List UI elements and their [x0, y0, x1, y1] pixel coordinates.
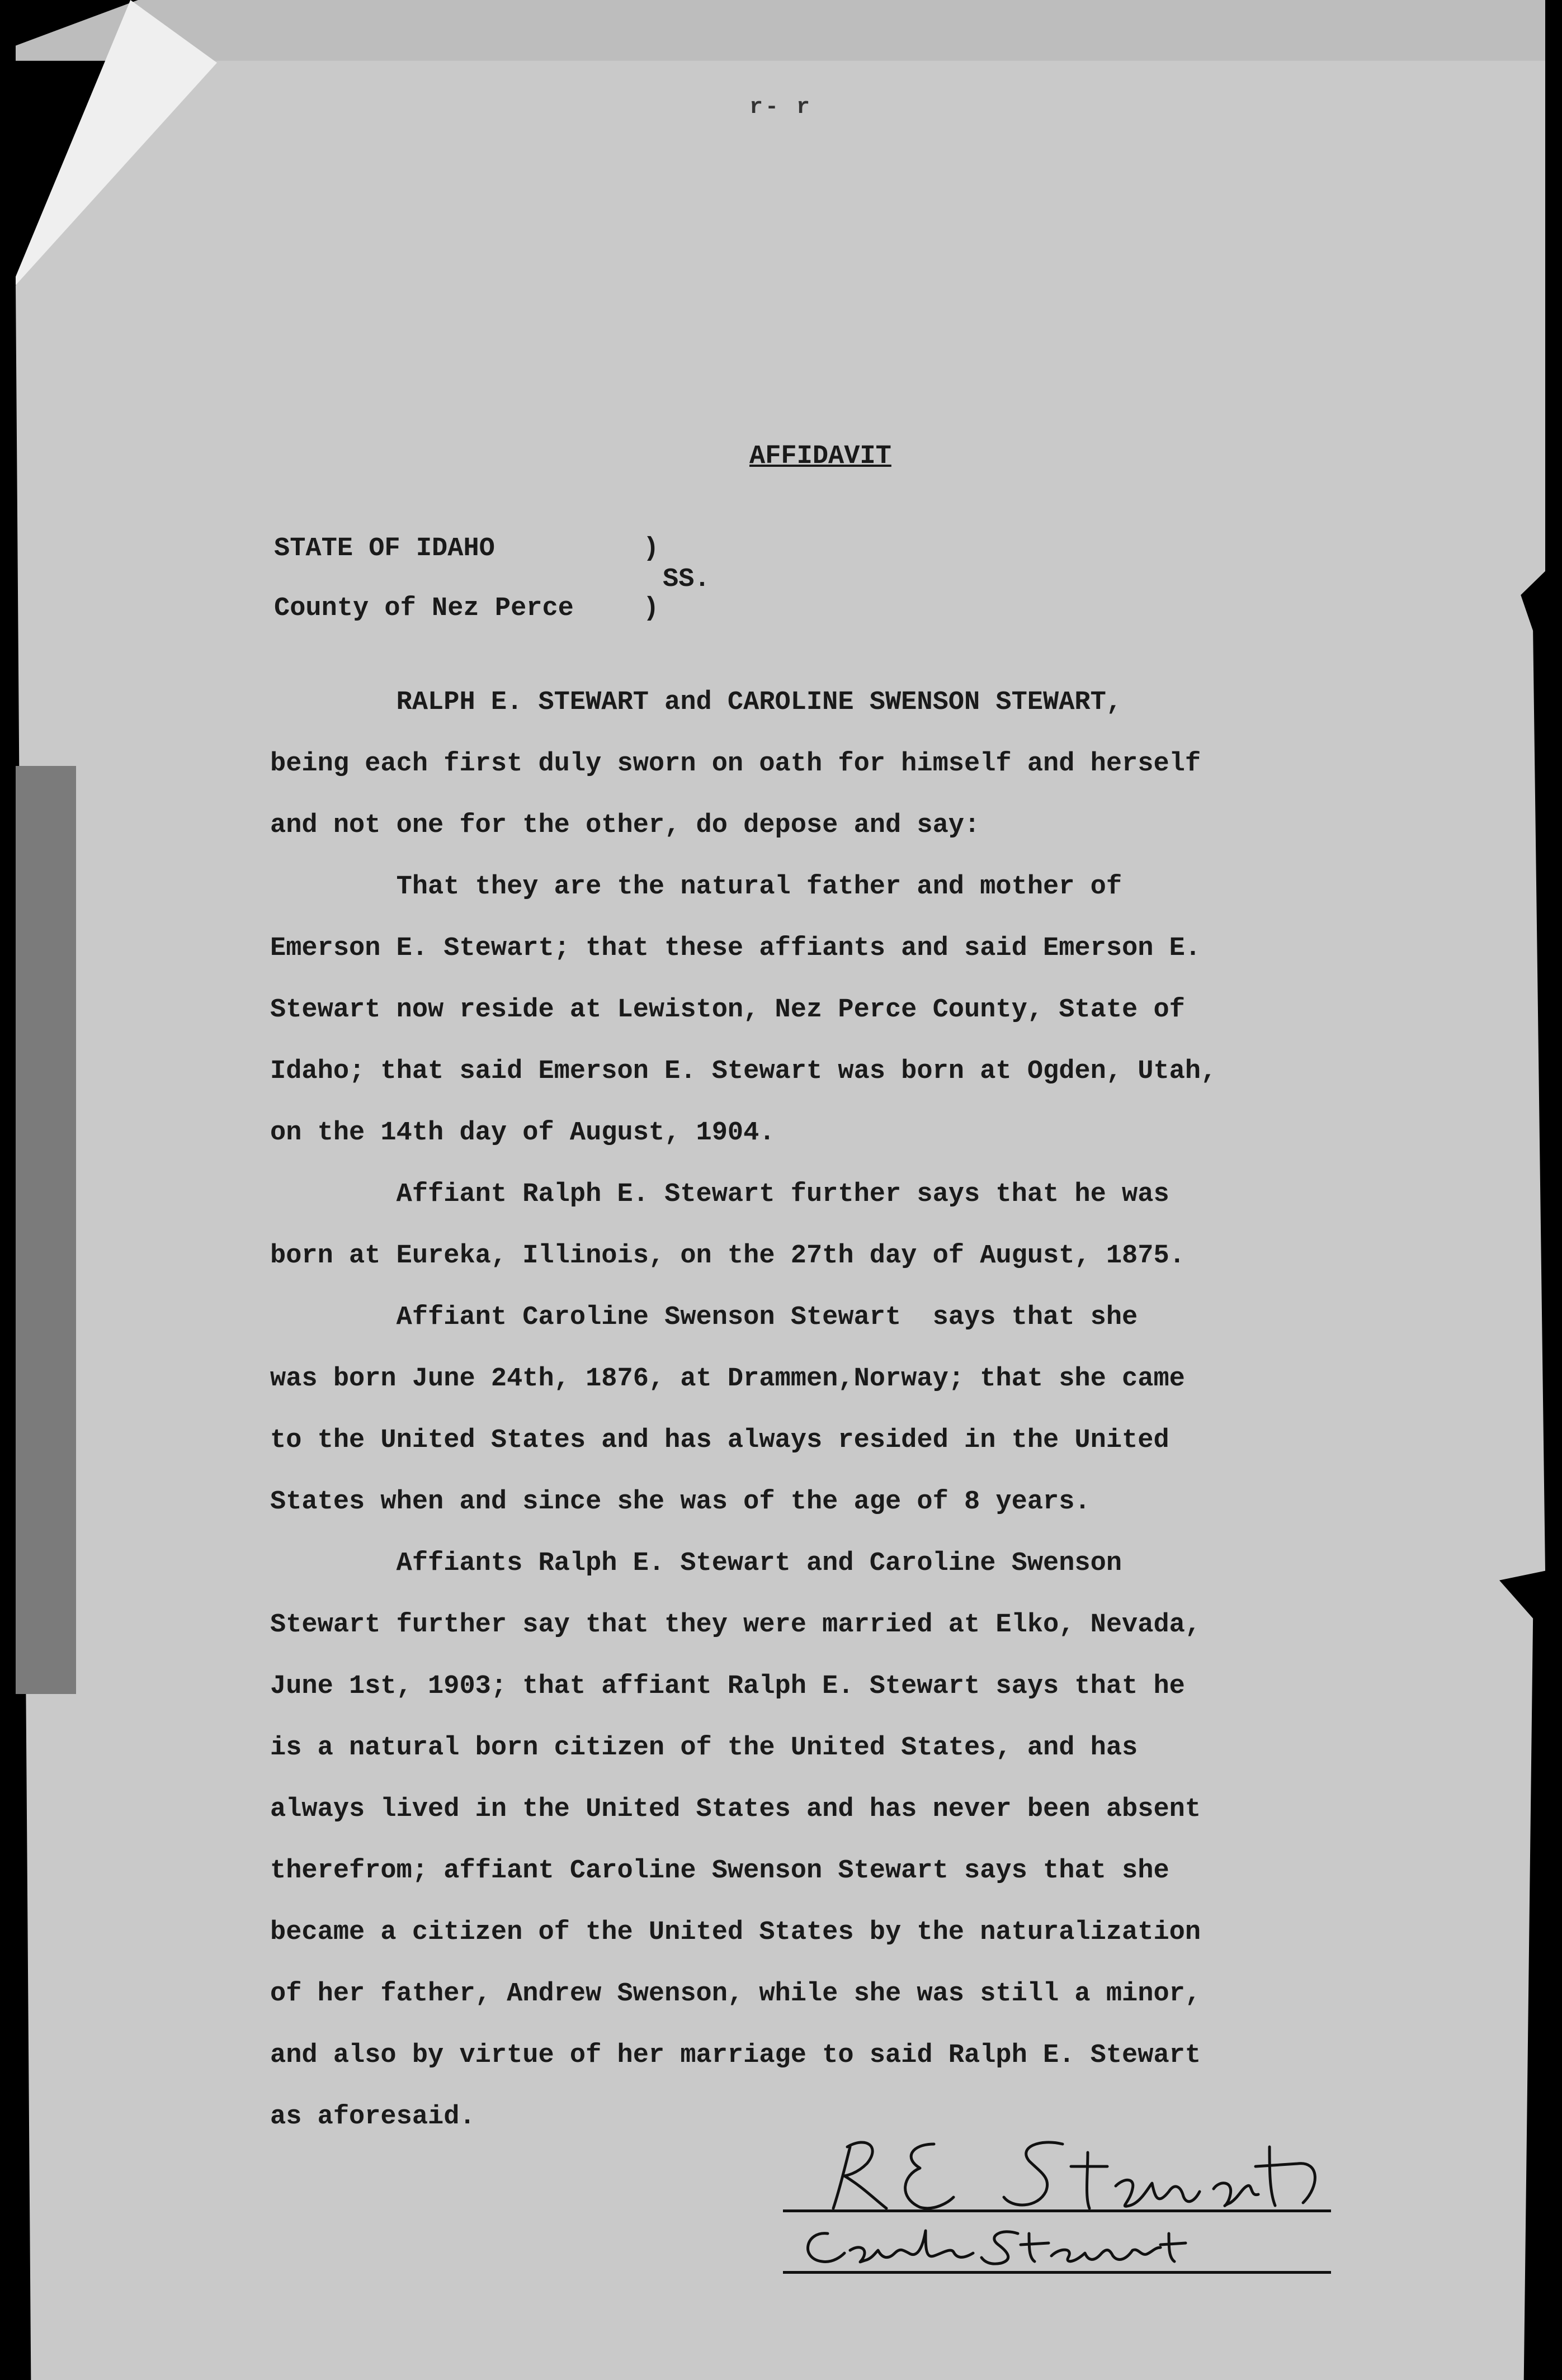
body-line: and also by virtue of her marriage to said Ralph E. Stewart	[270, 2041, 1201, 2070]
body-line: June 1st, 1903; that affiant Ralph E. Stewart says that he	[270, 1672, 1185, 1701]
body-line: was born June 24th, 1876, at Drammen,Norway; that she came	[270, 1364, 1185, 1394]
body-line: Affiant Caroline Swenson Stewart says that she	[270, 1303, 1138, 1332]
body-line: That they are the natural father and mother of	[270, 872, 1122, 902]
venue-state: STATE OF IDAHO	[274, 534, 495, 564]
body-line: on the 14th day of August, 1904.	[270, 1118, 775, 1148]
venue-ss: SS.	[663, 565, 710, 594]
binding-strip	[16, 766, 76, 1694]
venue-bracket-bottom: )	[643, 594, 659, 623]
body-line: Emerson E. Stewart; that these affiants and said Emerson E.	[270, 934, 1201, 963]
body-line: Stewart now reside at Lewiston, Nez Perce County, State of	[270, 995, 1185, 1025]
signature-caroline	[808, 2231, 1186, 2264]
venue-county: County of Nez Perce	[274, 594, 574, 623]
top-mark: r- r	[749, 95, 813, 120]
body-line: RALPH E. STEWART and CAROLINE SWENSON STEWART,	[270, 688, 1122, 717]
body-line: is a natural born citizen of the United States, and has	[270, 1733, 1138, 1763]
body-line: being each first duly sworn on oath for himself and herself	[270, 749, 1201, 779]
body-line: as aforesaid.	[270, 2102, 475, 2132]
body-line: Affiant Ralph E. Stewart further says that he was	[270, 1180, 1169, 1209]
body-line: always lived in the United States and has never been absent	[270, 1795, 1201, 1824]
signature-line-2	[783, 2271, 1331, 2274]
body-line: Idaho; that said Emerson E. Stewart was born at Ogden, Utah,	[270, 1057, 1217, 1086]
body-line: Stewart further say that they were married at Elko, Nevada,	[270, 1610, 1201, 1640]
body-line: of her father, Andrew Swenson, while she was still a minor,	[270, 1979, 1201, 2009]
body-line: therefrom; affiant Caroline Swenson Stewart says that she	[270, 1856, 1169, 1886]
body-line: became a citizen of the United States by the naturalization	[270, 1918, 1201, 1947]
body-line: States when and since she was of the age of 8 years.	[270, 1487, 1091, 1517]
venue-bracket-top: )	[643, 534, 659, 564]
signature-ralph	[833, 2142, 1315, 2208]
body-line: Affiants Ralph E. Stewart and Caroline Swenson	[270, 1549, 1122, 1578]
signatures-svg	[783, 2113, 1376, 2292]
signature-line-1	[783, 2209, 1331, 2212]
body-line: to the United States and has always resided in the United	[270, 1426, 1169, 1455]
document-title: AFFIDAVIT	[749, 442, 891, 471]
body-line: born at Eureka, Illinois, on the 27th day of August, 1875.	[270, 1241, 1185, 1271]
body-line: and not one for the other, do depose and say:	[270, 811, 980, 840]
signature-block	[783, 2113, 1376, 2292]
